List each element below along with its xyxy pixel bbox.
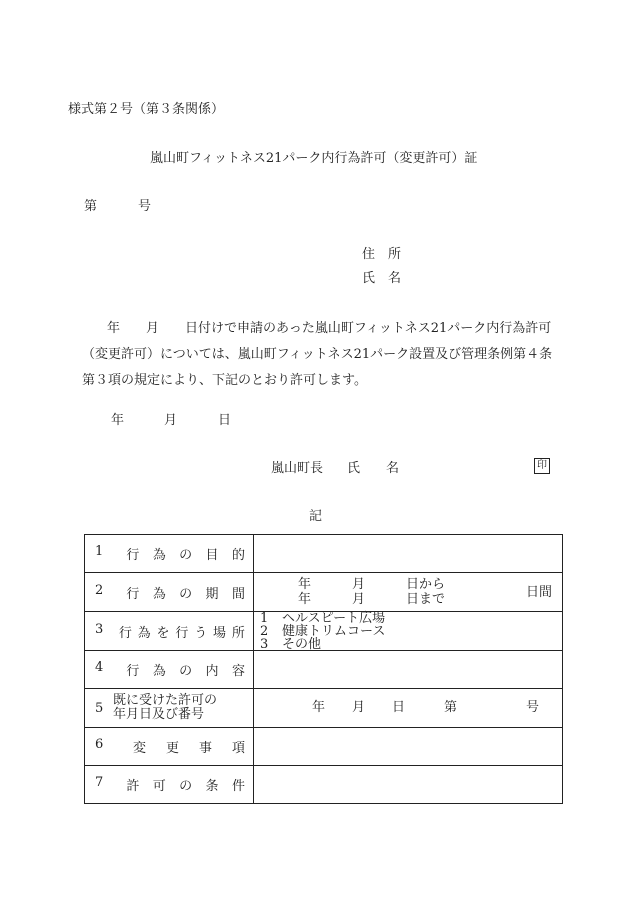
body-line: 第３項の規定により、下記のとおり許可します。: [82, 373, 367, 388]
label-char: 行: [118, 625, 132, 641]
content-cell[interactable]: [254, 651, 563, 689]
label-char: 内: [205, 664, 219, 679]
prior-permit-cell[interactable]: [254, 689, 563, 728]
row-number: 3: [95, 621, 104, 637]
document-title: 嵐山町フィットネス21パーク内行為許可（変更許可）証: [150, 151, 478, 166]
row-label: [85, 535, 254, 573]
place-name: 健康トリムコース: [282, 624, 386, 639]
details-table: [84, 534, 563, 804]
issuer-name-label: 氏 名: [347, 461, 400, 476]
period-from-month: 月: [352, 577, 366, 592]
name-label: 氏 名: [362, 271, 402, 286]
table-row: [85, 651, 563, 689]
place-number: 2: [260, 624, 269, 639]
body-paragraph: [82, 316, 562, 394]
label-char: 変: [132, 741, 146, 756]
place-cell[interactable]: [254, 612, 563, 651]
seal-mark: 印: [534, 458, 550, 474]
number-prefix: 第: [84, 199, 98, 214]
row-number: 1: [95, 544, 104, 559]
label-char: 許: [126, 779, 140, 794]
changes-cell[interactable]: [254, 728, 563, 766]
place-number: 3: [260, 637, 269, 652]
label-char: 目: [205, 548, 219, 563]
purpose-cell[interactable]: [254, 535, 563, 573]
label-char: の: [179, 586, 193, 602]
label-char: 事: [198, 741, 212, 756]
table-row: [85, 612, 563, 651]
period-days: 日間: [526, 585, 553, 600]
period-to-day: 日まで: [406, 592, 446, 607]
table-row: [85, 728, 563, 766]
place-number: 1: [260, 611, 269, 626]
period-cell[interactable]: [254, 573, 563, 612]
row-number: 5: [95, 700, 104, 716]
table-row: [85, 766, 563, 804]
date-year: 年: [111, 413, 125, 428]
label-char: 期: [205, 586, 219, 602]
prior-no-suffix: 号: [526, 700, 540, 715]
period-to-month: 月: [352, 592, 366, 607]
label-char: う: [194, 625, 208, 641]
number-suffix: 号: [138, 199, 152, 214]
row-label: [85, 766, 254, 804]
form-id: 様式第２号（第３条関係）: [68, 102, 225, 117]
label-char: 為: [152, 548, 166, 563]
table-row: [85, 689, 563, 728]
period-from-year: 年: [298, 577, 312, 592]
date-month: 月: [164, 413, 178, 428]
body-line: （変更許可）については、嵐山町フィットネス21パーク設置及び管理条例第４条: [82, 347, 553, 362]
row-number: 7: [95, 775, 104, 790]
label-char: 条: [205, 779, 219, 794]
row-number: 4: [95, 660, 104, 675]
conditions-cell[interactable]: [254, 766, 563, 804]
label-char: の: [179, 664, 193, 679]
label-char: の: [179, 548, 193, 563]
label-char: 項: [231, 741, 245, 756]
row-label: [85, 728, 254, 766]
label-char: 為: [152, 586, 166, 602]
label-line: 年月日及び番号: [113, 707, 205, 722]
row-label: [85, 689, 254, 728]
label-char: 場: [213, 625, 227, 641]
prior-no-prefix: 第: [444, 700, 458, 715]
date-day: 日: [218, 413, 232, 428]
label-char: 的: [231, 548, 245, 563]
ki-heading: 記: [309, 509, 323, 524]
label-char: 件: [231, 779, 245, 794]
table-row: [85, 535, 563, 573]
row-number: 6: [95, 737, 104, 752]
address-label: 住 所: [362, 247, 402, 262]
label-char: 行: [126, 664, 140, 679]
body-line: 年 月 日付けで申請のあった嵐山町フィットネス21パーク内行為許可: [94, 321, 552, 336]
label-char: 行: [126, 548, 140, 563]
label-char: 容: [231, 664, 245, 679]
label-char: 可: [152, 779, 166, 794]
place-name: その他: [282, 637, 322, 652]
prior-day: 日: [392, 700, 406, 715]
label-char: の: [179, 779, 193, 794]
period-from-day: 日から: [406, 577, 446, 592]
row-label: [85, 612, 254, 651]
table-row: [85, 573, 563, 612]
label-char: 間: [231, 586, 245, 602]
label-line: 既に受けた許可の: [113, 693, 218, 708]
period-to-year: 年: [298, 592, 312, 607]
row-label: [85, 573, 254, 612]
label-char: 為: [137, 625, 151, 641]
label-char: 所: [231, 625, 245, 641]
issuer-title: 嵐山町長: [271, 461, 324, 476]
prior-year: 年: [312, 700, 326, 715]
label-char: 更: [165, 741, 179, 756]
row-number: 2: [95, 582, 104, 598]
prior-month: 月: [352, 700, 366, 715]
place-name: ヘルスピート広場: [282, 611, 386, 626]
row-label: [85, 651, 254, 689]
label-char: 行: [175, 625, 189, 641]
label-char: を: [156, 625, 170, 641]
label-char: 行: [126, 586, 140, 602]
label-char: 為: [152, 664, 166, 679]
